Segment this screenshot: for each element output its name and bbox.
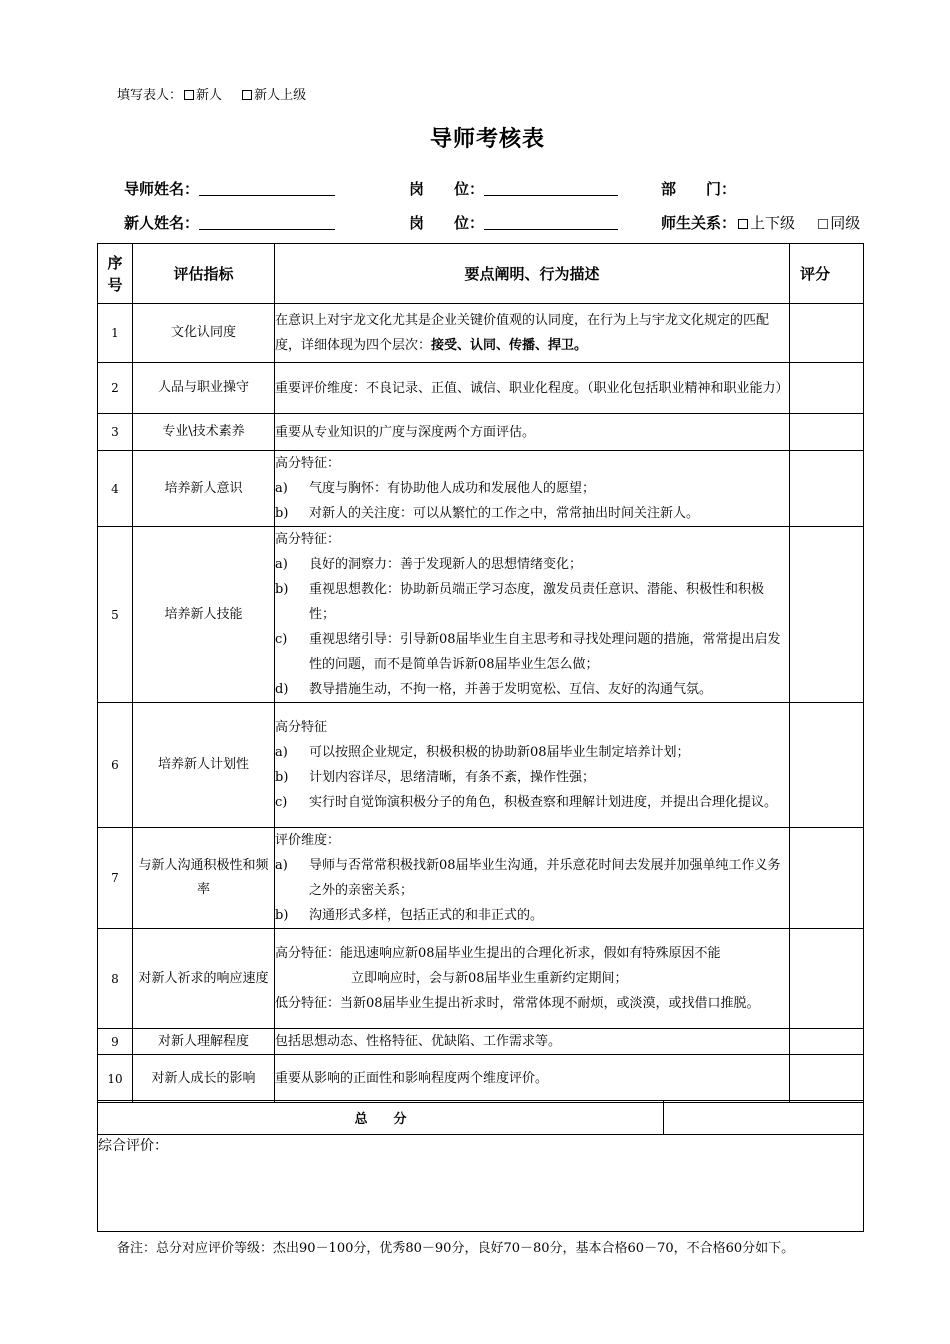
- dept-row: [661, 178, 736, 199]
- table-row: [98, 703, 864, 828]
- post-field-1[interactable]: [484, 181, 618, 196]
- score-cell[interactable]: [790, 828, 864, 929]
- row-indicator: 培养新人意识: [133, 451, 275, 527]
- row-no: 3: [98, 414, 133, 451]
- row-indicator: 与新人沟通积极性和频率: [133, 828, 275, 929]
- row-desc-bold: 接受、认同、传播、捍卫。: [431, 338, 588, 353]
- row-no: 4: [98, 451, 133, 527]
- item-text: 对新人的关注度：可以从繁忙的工作之中，常常抽出时间关注新人。: [309, 506, 700, 521]
- newcomer-name-field[interactable]: [199, 215, 335, 230]
- list-item: [275, 627, 789, 677]
- list-item: [275, 501, 789, 526]
- newcomer-name-label: 新人姓名：: [124, 214, 200, 232]
- row-lead: 高分特征：: [275, 532, 341, 547]
- row-indicator: 文化认同度: [133, 304, 275, 363]
- post-row-2: [409, 212, 618, 233]
- row-no: 5: [98, 527, 133, 703]
- mentor-name-field[interactable]: [199, 181, 335, 196]
- item-text: 气度与胸怀：有协助他人成功和发展他人的愿望；: [309, 481, 596, 496]
- post-field-2[interactable]: [484, 215, 618, 230]
- row-indicator: 人品与职业操守: [133, 363, 275, 414]
- total-row: [98, 1101, 864, 1135]
- row-lead: 评价维度：: [275, 833, 341, 848]
- post-label-2: 岗 位：: [409, 214, 485, 232]
- page-title: 导师考核表: [429, 127, 545, 152]
- table-row: [98, 414, 864, 451]
- option-new-label: 新人: [196, 88, 223, 103]
- row-no: 8: [98, 929, 133, 1029]
- item-marker: b): [275, 908, 289, 923]
- newcomer-name-row: [124, 212, 335, 233]
- row-no: 6: [98, 703, 133, 828]
- score-cell[interactable]: [790, 414, 864, 451]
- checkbox-relation-superior[interactable]: [738, 219, 748, 229]
- list-item: [275, 740, 789, 765]
- list-item: [275, 853, 789, 903]
- filler-row: [117, 84, 306, 103]
- row-indicator: 对新人成长的影响: [133, 1055, 275, 1103]
- row-description: [275, 828, 790, 929]
- item-marker: b): [275, 582, 289, 597]
- score-cell[interactable]: [790, 1055, 864, 1103]
- row-high: 高分特征：能迅速响应新08届毕业生提出的合理化祈求，假如有特殊原因不能: [275, 946, 721, 961]
- row-description: [275, 703, 790, 828]
- list-item: [275, 577, 789, 627]
- item-text: 计划内容详尽，思绪清晰，有条不紊，操作性强；: [309, 770, 596, 785]
- score-cell[interactable]: [790, 451, 864, 527]
- total-score-cell[interactable]: [664, 1101, 864, 1135]
- item-marker: b): [275, 506, 289, 521]
- comment-row: [98, 1135, 864, 1232]
- header-score: 评分: [790, 244, 864, 304]
- table-header-row: [98, 244, 864, 304]
- header-no: [98, 244, 133, 304]
- row-indicator: 培养新人计划性: [133, 703, 275, 828]
- item-text: 重视思想教化：协助新员端正学习态度，激发员责任意识、潜能、积极性和积极性；: [309, 582, 765, 622]
- row-description: 重要从专业知识的广度与深度两个方面评估。: [275, 414, 790, 451]
- item-marker: b): [275, 770, 289, 785]
- total-label: 总 分: [98, 1101, 664, 1135]
- row-description: [275, 451, 790, 527]
- row-lead: 高分特征：: [275, 456, 341, 471]
- list-item: [275, 765, 789, 790]
- comment-label: 综合评价：: [98, 1138, 168, 1154]
- row-description: [275, 304, 790, 363]
- checkbox-superior[interactable]: [242, 90, 252, 100]
- list-item: [275, 476, 789, 501]
- table-row: [98, 828, 864, 929]
- relation-opt2-label: 同级: [830, 214, 861, 232]
- table-row: [98, 527, 864, 703]
- item-text: 重视思绪引导：引导新08届毕业生自主思考和寻找处理问题的措施，常常提出启发性的问题，而不是简单告诉新08届毕业生怎么做；: [309, 632, 781, 672]
- relation-row: [661, 212, 860, 233]
- row-description: 重要从影响的正面性和影响程度两个维度评价。: [275, 1055, 790, 1103]
- post-label-1: 岗 位：: [409, 180, 485, 198]
- table-row: [98, 304, 864, 363]
- table-row: [98, 929, 864, 1029]
- item-marker: a): [275, 858, 288, 873]
- row-no: 9: [98, 1029, 133, 1055]
- list-item: [275, 790, 789, 815]
- post-row-1: [409, 178, 618, 199]
- header-description: 要点阐明、行为描述: [275, 244, 790, 304]
- row-description: 重要评价维度：不良记录、正值、诚信、职业化程度。（职业化包括职业精神和职业能力）: [275, 363, 790, 414]
- mentor-name-row: [124, 178, 335, 199]
- row-indicator: 对新人祈求的响应速度: [133, 929, 275, 1029]
- row-description: [275, 929, 790, 1029]
- evaluation-table: [97, 243, 864, 1103]
- score-cell[interactable]: [790, 929, 864, 1029]
- checkbox-relation-peer[interactable]: [818, 219, 828, 229]
- item-marker: a): [275, 481, 288, 496]
- relation-opt1-label: 上下级: [750, 214, 796, 232]
- item-marker: d): [275, 682, 289, 697]
- footnote: 备注：总分对应评价等级：杰出90－100分，优秀80－90分，良好70－80分，基本合格60－70，不合格60分如下。: [117, 1241, 795, 1256]
- header-no-text: 序号: [107, 253, 123, 294]
- row-indicator: 专业\技术素养: [133, 414, 275, 451]
- dept-label: 部 门：: [661, 180, 737, 198]
- list-item: [275, 552, 789, 577]
- table-row: [98, 1055, 864, 1103]
- row-desc-text: 在意识上对宇龙文化尤其是企业关键价值观的认同度，在行为上与宇龙文化规定的匹配度，详细体现为四个层次：: [275, 313, 770, 353]
- item-marker: c): [275, 795, 288, 810]
- item-text: 沟通形式多样，包括正式的和非正式的。: [309, 908, 544, 923]
- table-row: [98, 363, 864, 414]
- item-text: 导师与否常常积极找新08届毕业生沟通，并乐意花时间去发展并加强单纯工作义务之外的亲密关系；: [309, 858, 781, 898]
- filler-label: 填写表人：: [117, 88, 183, 103]
- item-marker: c): [275, 632, 288, 647]
- comment-cell[interactable]: [98, 1135, 864, 1232]
- row-no: 10: [98, 1055, 133, 1103]
- score-cell[interactable]: [790, 363, 864, 414]
- relation-label: 师生关系：: [661, 214, 737, 232]
- table-row: [98, 1029, 864, 1055]
- score-cell[interactable]: [790, 1029, 864, 1055]
- header-indicator: 评估指标: [133, 244, 275, 304]
- option-superior-label: 新人上级: [254, 88, 307, 103]
- checkbox-new[interactable]: [184, 90, 194, 100]
- row-no: 7: [98, 828, 133, 929]
- score-cell[interactable]: [790, 703, 864, 828]
- row-no: 1: [98, 304, 133, 363]
- row-indicator: 培养新人技能: [133, 527, 275, 703]
- mentor-name-label: 导师姓名：: [124, 180, 200, 198]
- table-row: [98, 451, 864, 527]
- item-text: 实行时自觉饰演积极分子的角色，积极查察和理解计划进度，并提出合理化提议。: [309, 795, 778, 810]
- item-marker: a): [275, 745, 288, 760]
- item-marker: a): [275, 557, 288, 572]
- row-no: 2: [98, 363, 133, 414]
- summary-table: [97, 1100, 864, 1232]
- row-indicator: 对新人理解程度: [133, 1029, 275, 1055]
- score-cell[interactable]: [790, 527, 864, 703]
- row-lead: 高分特征: [275, 720, 328, 735]
- item-text: 可以按照企业规定，积极积极的协助新08届毕业生制定培养计划；: [309, 745, 690, 760]
- list-item: [275, 903, 789, 928]
- list-item: [275, 677, 789, 702]
- row-description: [275, 527, 790, 703]
- row-high-cont: 立即响应时，会与新08届毕业生重新约定期间；: [351, 971, 628, 986]
- score-cell[interactable]: [790, 304, 864, 363]
- row-description: 包括思想动态、性格特征、优缺陷、工作需求等。: [275, 1029, 790, 1055]
- row-low: 低分特征：当新08届毕业生提出祈求时，常常体现不耐烦，或淡漠，或找借口推脱。: [275, 996, 760, 1011]
- item-text: 教导措施生动，不拘一格，并善于发明宽松、互信、友好的沟通气氛。: [309, 682, 713, 697]
- item-text: 良好的洞察力：善于发现新人的思想情绪变化；: [309, 557, 583, 572]
